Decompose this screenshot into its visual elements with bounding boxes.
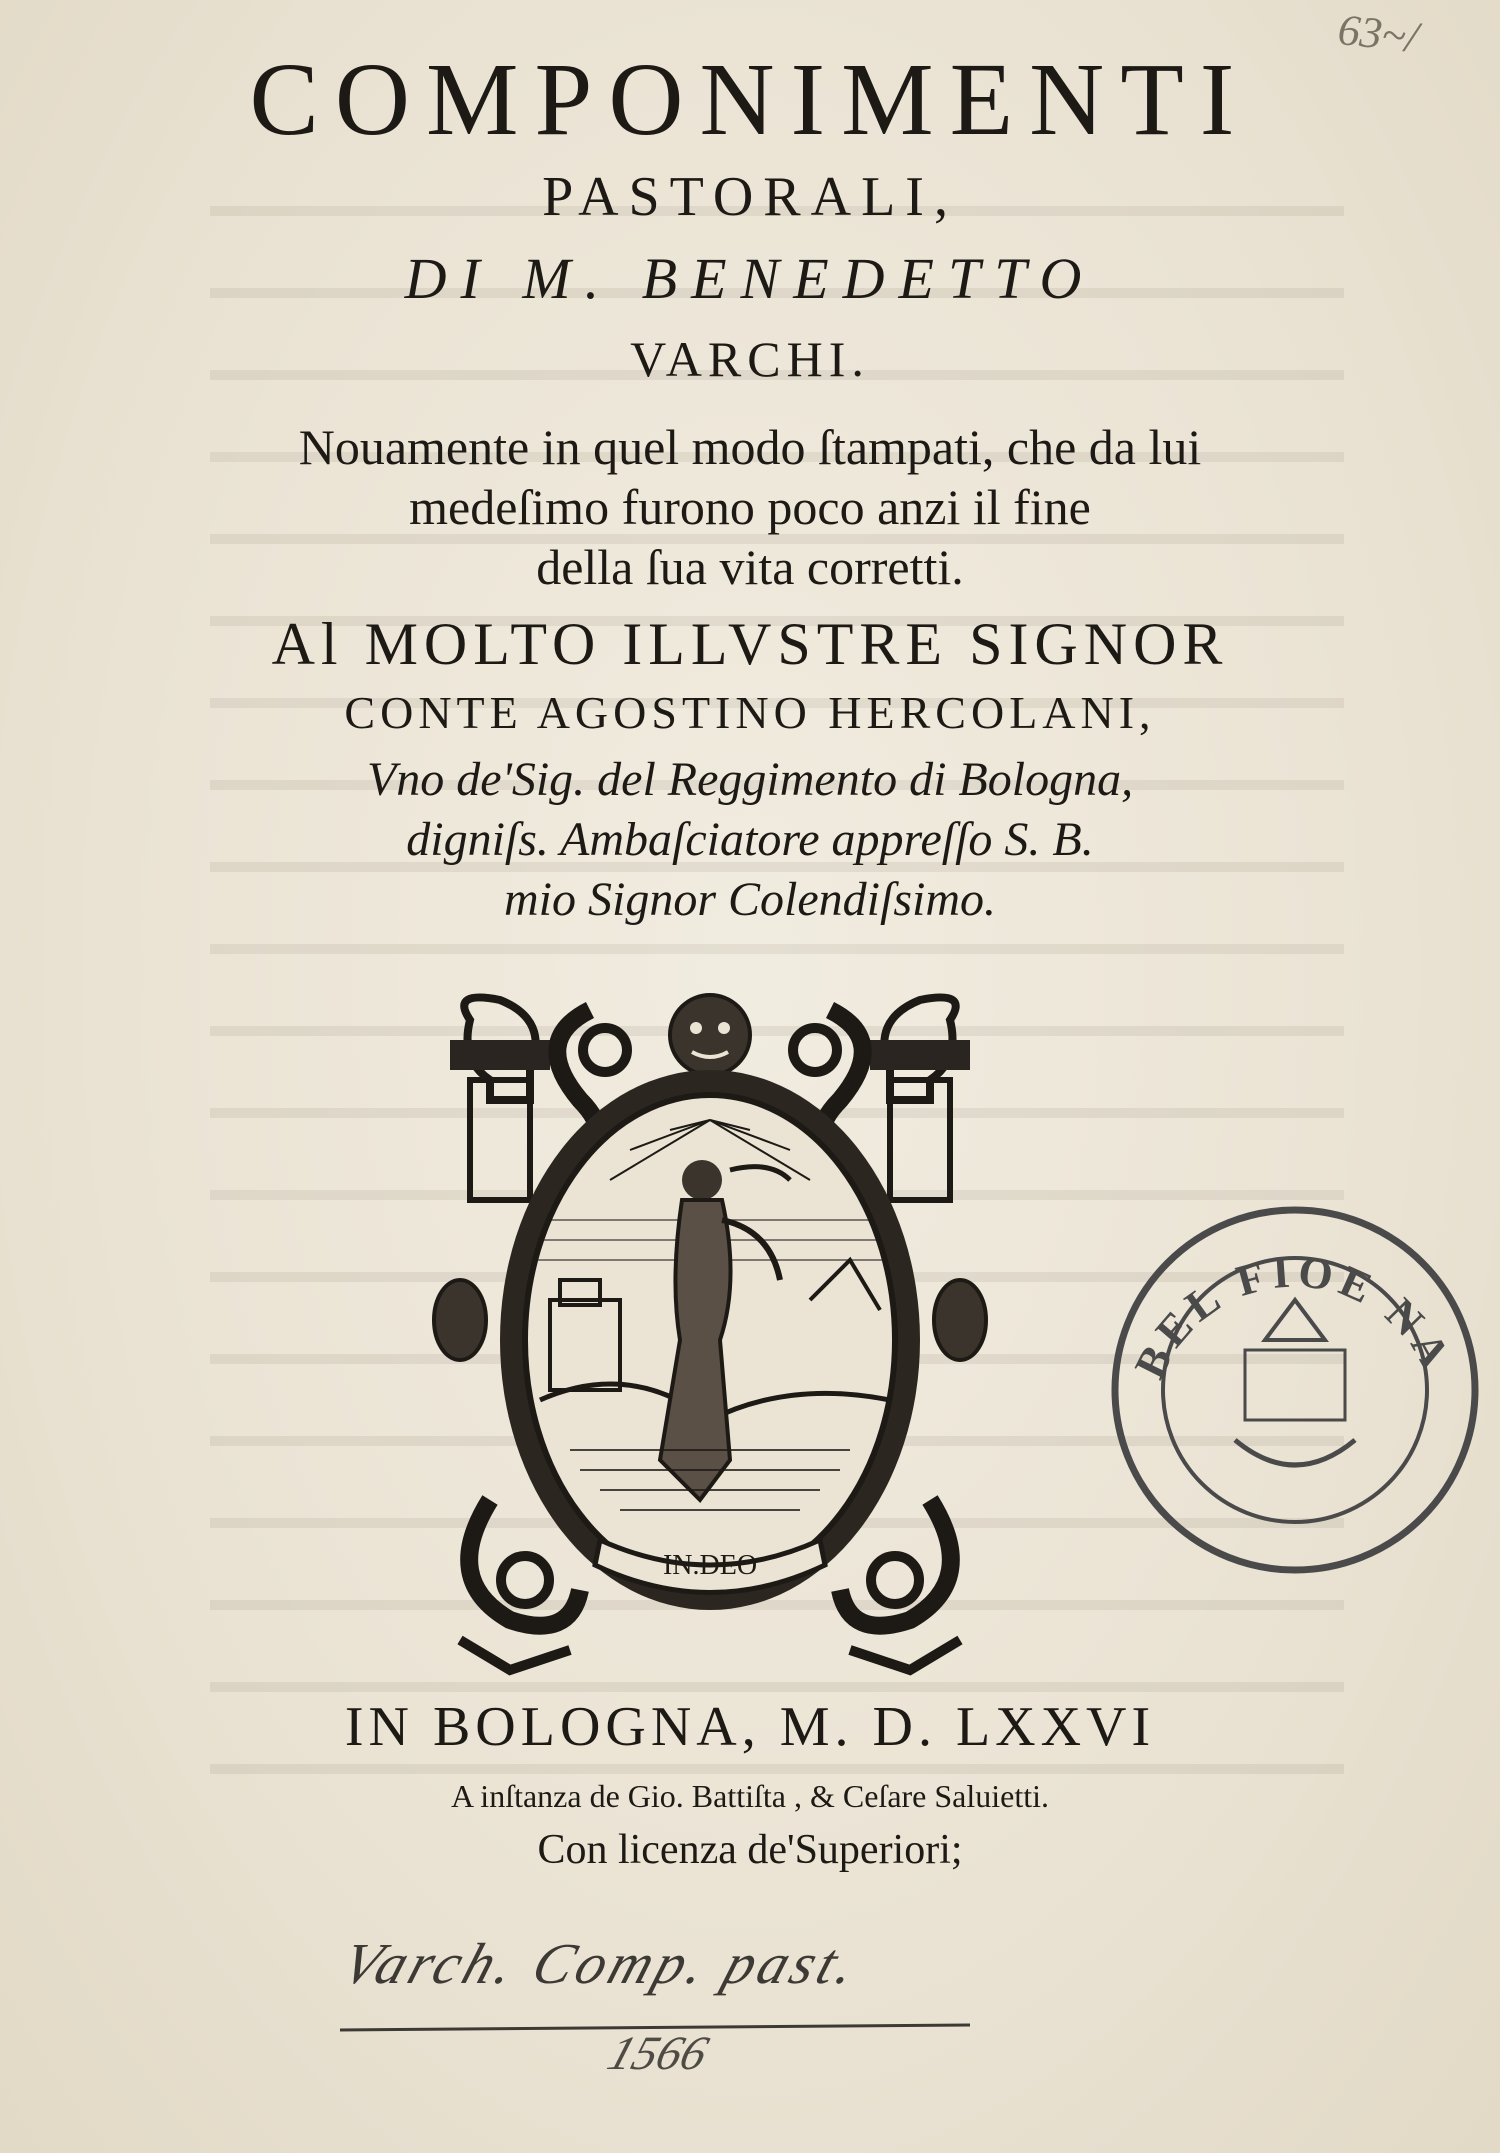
device-motto: IN.DEO [662,1550,758,1581]
license-line: Con licenza de'Superiori; [537,1827,963,1873]
handwritten-note: Varch. Comp. past. [334,1931,869,1996]
stamp-text: BEL FIOE NA [1125,1246,1463,1386]
printer-device-woodcut [430,980,990,1680]
book-title: COMPONIMENTI [249,42,1251,157]
book-subtitle: PASTORALI, [542,166,958,228]
description-line: medeſimo furono poco anzi il fine [409,479,1091,535]
description-line: della ſua vita corretti. [536,539,964,595]
library-stamp [1095,1190,1495,1590]
dedicatee-detail: Vno de'Sig. del Reggimento di Bologna, [366,753,1134,806]
pencil-shelfmark: 63~/ [1335,4,1421,63]
svg-text:BEL FIOE NA [1125,1247,1462,1386]
author-surname: VARCHI. [630,331,870,387]
description-line: Nouamente in quel modo ſtampati, che da lui [298,419,1202,475]
dedicatee-detail: digniſs. Ambaſciatore appreſſo S. B. [406,813,1094,866]
dedicatee-detail: mio Signor Colendiſsimo. [503,873,997,926]
printers-line: A inſtanza de Gio. Battiſta , & Ceſare Saluietti. [450,1778,1050,1814]
dedicatee-name: CONTE AGOSTINO HERCOLANI, [344,687,1156,738]
dedication-heading: Al MOLTO ILLVSTRE SIGNOR [271,611,1229,677]
handwritten-year: 1566 [601,2027,715,2080]
author-line: DI M. BENEDETTO [404,246,1096,311]
imprint-place-date: IN BOLOGNA, M. D. LXXVI [344,1696,1156,1758]
